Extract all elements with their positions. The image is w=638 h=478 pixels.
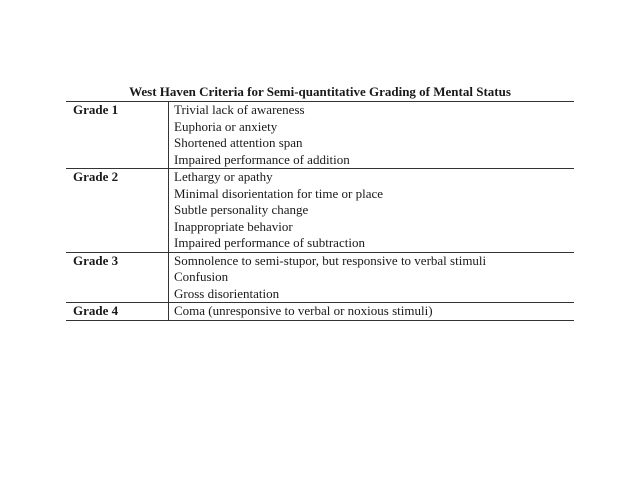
symptom-item: Shortened attention span	[174, 135, 303, 150]
symptom-item: Impaired performance of addition	[174, 151, 350, 167]
symptom-item: Subtle personality change	[174, 202, 309, 217]
symptom-list	[169, 169, 575, 253]
table-row	[66, 169, 574, 253]
table-row	[66, 303, 574, 321]
symptom-item: Trivial lack of awareness	[174, 102, 305, 117]
symptom-item: Coma (unresponsive to verbal or noxious stimuli)	[174, 303, 433, 318]
symptom-item: Euphoria or anxiety	[174, 118, 278, 134]
symptom-item: Gross disorientation	[174, 285, 280, 301]
symptom-item: Somnolence to semi-stupor, but responsive to verbal stimuli	[174, 252, 487, 268]
west-haven-criteria-table	[66, 84, 574, 321]
grade-label: Grade 4	[66, 303, 169, 321]
table-row	[66, 102, 574, 169]
symptom-list	[169, 252, 575, 303]
symptom-item: Minimal disorientation for time or place	[174, 185, 384, 201]
table-body	[66, 102, 574, 320]
grade-label: Grade 3	[66, 252, 169, 303]
symptom-item: Confusion	[174, 269, 229, 284]
grade-label: Grade 1	[66, 102, 169, 169]
table-row	[66, 252, 574, 303]
grade-label: Grade 2	[66, 169, 169, 253]
table-title: West Haven Criteria for Semi-quantitative Grading of Mental Status	[66, 84, 574, 102]
symptom-list	[169, 102, 575, 169]
symptom-item: Impaired performance of subtraction	[174, 235, 365, 250]
symptom-list	[169, 303, 575, 321]
symptom-item: Inappropriate behavior	[174, 218, 293, 234]
symptom-item: Lethargy or apathy	[174, 169, 273, 184]
